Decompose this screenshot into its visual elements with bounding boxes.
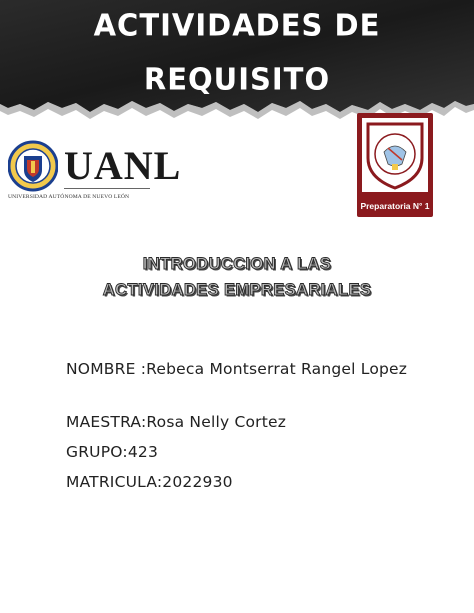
uanl-fullname: UNIVERSIDAD AUTÓNOMA DE NUEVO LEÓN: [8, 194, 130, 200]
uanl-logo: [8, 138, 182, 204]
subject-title-line1: INTRODUCCION A LAS: [142, 255, 332, 273]
banner-title-line2: REQUISITO: [143, 61, 331, 97]
enrollment-number: MATRICULA:2022930: [66, 473, 233, 491]
header-banner: [0, 0, 474, 128]
uanl-shield-icon: [8, 140, 58, 192]
preparatoria-label: Preparatoria N° 1: [360, 201, 430, 211]
colegio-civil-seal-icon: [362, 118, 428, 192]
teacher-name: MAESTRA:Rosa Nelly Cortez: [66, 413, 287, 431]
uanl-divider: [64, 188, 150, 189]
uanl-wordmark: UANL: [64, 143, 182, 188]
subject-title-line2: ACTIVIDADES EMPRESARIALES: [102, 281, 372, 299]
student-name: NOMBRE :Rebeca Montserrat Rangel Lopez: [66, 360, 408, 378]
preparatoria-logo: [357, 113, 433, 217]
banner-title-line1: ACTIVIDADES DE: [93, 7, 381, 43]
preparatoria-seal-panel: [362, 118, 428, 192]
group-number: GRUPO:423: [66, 443, 159, 461]
